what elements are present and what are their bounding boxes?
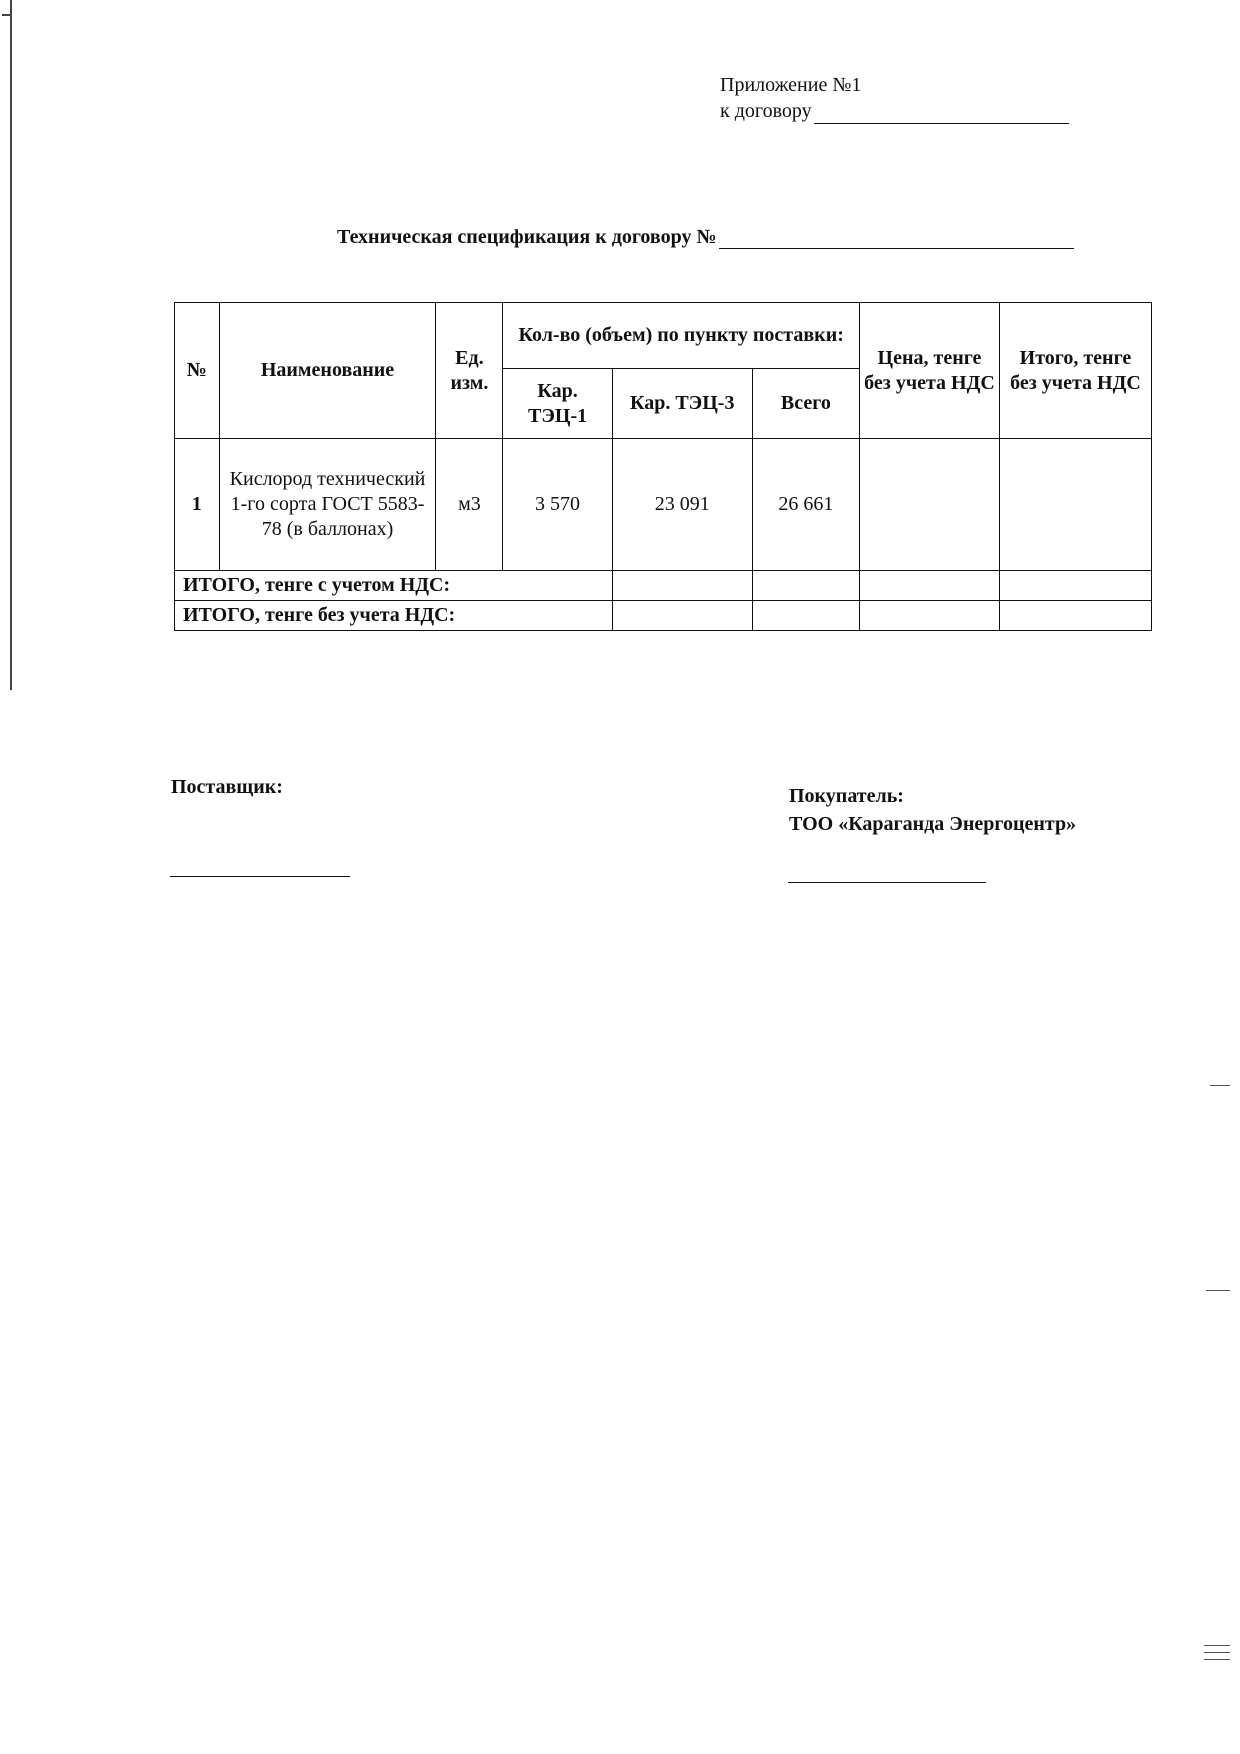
annex-contract-label: к договору [720,100,812,122]
title-contract-blank [719,228,1074,249]
summary-label: ИТОГО, тенге без учета НДС: [175,601,613,631]
scan-mark [1204,1652,1230,1653]
document-title-text: Техническая спецификация к договору № [337,226,717,248]
cell-price [860,439,1000,571]
annex-contract-line [720,98,1069,124]
buyer-label: Покупатель: [789,785,904,807]
header-q2: Кар. ТЭЦ-3 [612,369,752,439]
summary-label: ИТОГО, тенге с учетом НДС: [175,571,613,601]
cell-total [999,439,1151,571]
buyer-block [789,782,1076,838]
supplier-signature-line [170,876,350,877]
header-q3: Всего [752,369,859,439]
scan-edge-tick [2,14,12,16]
summary-cell [612,571,752,601]
document-title [337,226,1074,249]
cell-q3: 26 661 [752,439,859,571]
header-unit: Ед. изм. [436,303,503,439]
cell-q2: 23 091 [612,439,752,571]
summary-cell [999,601,1151,631]
annex-block [720,72,1069,124]
cell-q1: 3 570 [503,439,612,571]
header-total: Итого, тенге без учета НДС [999,303,1151,439]
header-price: Цена, тенге без учета НДС [860,303,1000,439]
summary-cell [752,601,859,631]
summary-cell [612,601,752,631]
specification-table [174,302,1152,631]
summary-cell [999,571,1151,601]
table-row [175,439,1152,571]
summary-row-without-vat [175,601,1152,631]
scan-mark [1204,1659,1230,1660]
summary-cell [860,571,1000,601]
buyer-name: ТОО «Караганда Энергоцентр» [789,813,1077,835]
header-name: Наименование [219,303,436,439]
scan-mark [1210,1085,1230,1086]
buyer-signature-line [788,882,986,883]
summary-row-with-vat [175,571,1152,601]
scan-mark [1204,1645,1230,1646]
header-quantity-group: Кол-во (объем) по пункту поставки: [503,303,860,369]
table-header-row [175,303,1152,369]
contract-number-blank [814,103,1069,124]
annex-number: Приложение №1 [720,74,862,96]
scan-edge [10,0,12,690]
header-q1: Кар. ТЭЦ-1 [503,369,612,439]
supplier-label: Поставщик: [171,776,283,798]
summary-cell [752,571,859,601]
cell-unit: м3 [436,439,503,571]
cell-num: 1 [175,439,220,571]
scan-mark [1206,1290,1230,1291]
cell-name: Кислород технический 1-го сорта ГОСТ 5583-78 (в баллонах) [219,439,436,571]
header-num: № [175,303,220,439]
summary-cell [860,601,1000,631]
